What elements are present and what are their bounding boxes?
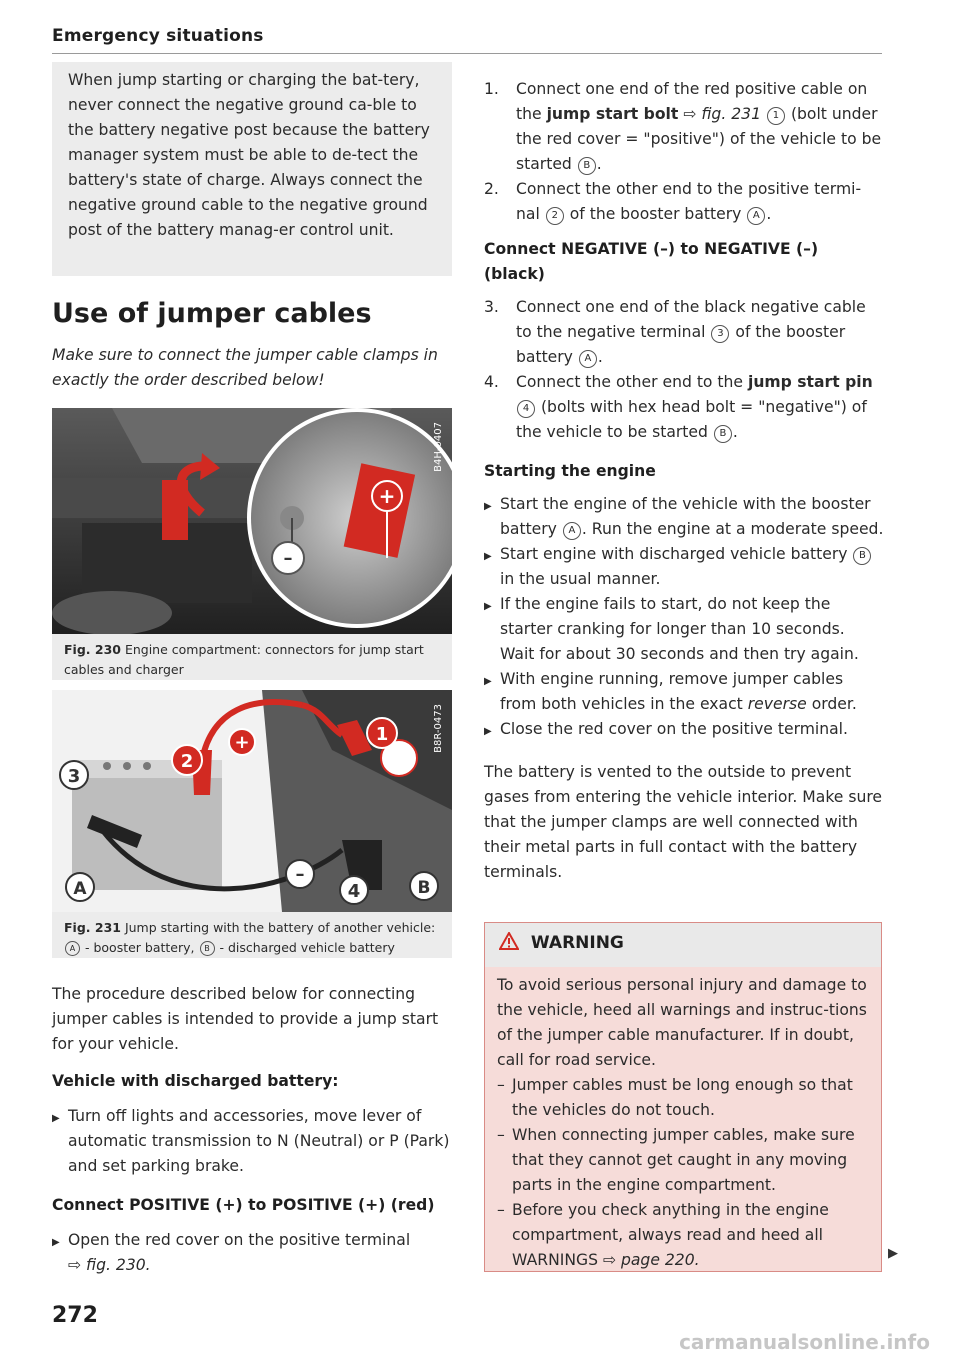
vehicle-heading: Vehicle with discharged battery: bbox=[52, 1072, 339, 1090]
step-text: (bolts with hex head bolt = "negative") of the vehicle to be started bbox=[516, 398, 867, 441]
bullet-icon: ▶ bbox=[484, 726, 492, 737]
list-item bbox=[484, 717, 884, 744]
circled-number: 4 bbox=[517, 400, 535, 418]
bullet-icon: ▶ bbox=[484, 501, 492, 512]
vented-paragraph: The battery is vented to the outside to prevent gases from entering the vehicle interior. Make sure that the jumper clamps are well connected with their metal parts in full contact with the battery terminals. bbox=[484, 763, 883, 881]
positive-sign: + bbox=[378, 484, 396, 508]
bullet-text: in the usual manner. bbox=[500, 570, 661, 588]
circled-letter: A bbox=[579, 350, 597, 368]
step-text: . bbox=[732, 423, 738, 441]
step-text: . bbox=[766, 205, 772, 223]
figure-reference-link[interactable]: ⇨ fig. 231 bbox=[683, 105, 761, 123]
positive-callout-label: + bbox=[234, 732, 250, 753]
step-bold-text: jump start pin bbox=[747, 373, 873, 391]
warning-header bbox=[485, 923, 881, 967]
step-text: of the booster battery bbox=[569, 205, 742, 223]
warning-triangle-icon bbox=[499, 932, 519, 950]
section-title: Use of jumper cables bbox=[52, 298, 372, 329]
circled-number: 2 bbox=[546, 207, 564, 225]
circled-number: 1 bbox=[767, 107, 785, 125]
section-header: Emergency situations bbox=[52, 26, 264, 46]
step-text: Connect one end of the black negative cable to the negative terminal bbox=[516, 298, 866, 341]
bullet-icon: ▶ bbox=[484, 676, 492, 687]
warning-item-text: When connecting jumper cables, make sure that they cannot get caught in any moving parts in the engine compartment. bbox=[512, 1126, 855, 1194]
list-item bbox=[52, 1228, 452, 1278]
callout-3-label: 3 bbox=[67, 766, 81, 787]
circled-letter: B bbox=[853, 547, 871, 565]
caption-text: - booster battery, bbox=[84, 940, 195, 955]
list-item bbox=[484, 492, 884, 542]
step-3 bbox=[484, 295, 884, 370]
step-number: 4. bbox=[484, 373, 499, 391]
circled-letter: A bbox=[563, 522, 581, 540]
header-divider bbox=[52, 53, 882, 54]
continue-arrow-icon: ▶ bbox=[888, 1246, 898, 1261]
bullet-text: With engine running, remove jumper cables from both vehicles in the exact bbox=[500, 670, 844, 713]
warning-item-text: Before you check anything in the engine compartment, always read and heed all WARNINGS bbox=[512, 1201, 829, 1269]
warning-body bbox=[485, 967, 881, 1271]
warning-item: – Before you check anything in the engine compartment, always read and heed all WARNINGS ⇨ page 220. bbox=[497, 1201, 829, 1269]
bullet-text: Close the red cover on the positive terminal. bbox=[500, 720, 848, 738]
circled-letter: A bbox=[747, 207, 765, 225]
bullet-text: Start the engine of the vehicle with the booster battery bbox=[500, 495, 871, 538]
list-item bbox=[52, 1104, 452, 1179]
section-intro: Make sure to connect the jumper cable clamps in exactly the order described below! bbox=[52, 346, 438, 389]
bullet-icon: ▶ bbox=[484, 601, 492, 612]
step-text: Connect one end of the red positive cable on the bbox=[516, 80, 868, 123]
warning-item: – When connecting jumper cables, make sure that they cannot get caught in any moving parts in the engine compartment. bbox=[497, 1123, 869, 1198]
circled-letter: B bbox=[714, 425, 732, 443]
warning-intro: To avoid serious personal injury and damage to the vehicle, heed all warnings and instruc-tions of the jumper cable manufacturer. If in doubt, call for road service. bbox=[497, 976, 867, 1069]
left-column-text bbox=[52, 982, 452, 1278]
bullet-icon: ▶ bbox=[52, 1113, 60, 1124]
bullet-text: Start engine with discharged vehicle battery bbox=[500, 545, 848, 563]
starting-heading: Starting the engine bbox=[484, 462, 656, 480]
figure-231 bbox=[52, 690, 452, 912]
callout-4-label: 4 bbox=[347, 881, 361, 902]
caption-text: - discharged vehicle battery bbox=[219, 940, 395, 955]
callout-2-label: 2 bbox=[180, 751, 194, 772]
bullet-text: . Run the engine at a moderate speed. bbox=[581, 520, 884, 538]
step-bold-text: jump start bolt bbox=[546, 105, 679, 123]
bullet-text: Open the red cover on the positive terminal bbox=[68, 1231, 411, 1249]
step-number: 2. bbox=[484, 180, 499, 198]
step-text: (bolt under the red cover = "positive") of the vehicle to be started bbox=[516, 105, 882, 173]
step-text: . bbox=[596, 155, 602, 173]
bullet-text: Turn off lights and accessories, move lever of automatic transmission to N (Neutral) or P (Park) and set parking brake. bbox=[68, 1107, 450, 1175]
figure-230-caption bbox=[52, 634, 452, 680]
circled-b: B bbox=[200, 941, 215, 956]
step-4 bbox=[484, 370, 884, 445]
positive-heading: Connect POSITIVE (+) to POSITIVE (+) (red) bbox=[52, 1196, 435, 1214]
circled-a: A bbox=[65, 941, 80, 956]
page-number: 272 bbox=[52, 1303, 98, 1328]
caption-text: Engine compartment: connectors for jump start cables and charger bbox=[64, 642, 424, 677]
right-column-text bbox=[484, 77, 884, 885]
list-item bbox=[484, 667, 884, 717]
warning-title: WARNING bbox=[530, 933, 624, 953]
figure-230 bbox=[52, 408, 452, 634]
step-number: 1. bbox=[484, 80, 499, 98]
caption-label: Fig. 231 bbox=[64, 920, 121, 935]
callout-b-label: B bbox=[417, 878, 431, 898]
step-text: Connect the other end to the bbox=[516, 373, 744, 391]
jump-start-illustration bbox=[52, 690, 452, 912]
circled-letter: B bbox=[578, 157, 596, 175]
circled-number: 3 bbox=[711, 325, 729, 343]
step-text: . bbox=[597, 348, 603, 366]
caption-text: Jump starting with the battery of another vehicle: bbox=[124, 920, 436, 935]
step-text: of the booster battery bbox=[516, 323, 846, 366]
figure-code: B4H-0407 bbox=[433, 422, 444, 472]
negative-heading: Connect NEGATIVE (–) to NEGATIVE (–) (black) bbox=[484, 240, 819, 283]
step-text: Connect the other end to the positive termi-nal bbox=[516, 180, 862, 223]
callout-a-label: A bbox=[73, 879, 87, 899]
page-reference-link[interactable]: ⇨ page 220. bbox=[602, 1251, 700, 1269]
bullet-icon: ▶ bbox=[52, 1237, 60, 1248]
warning-item-text: Jumper cables must be long enough so that the vehicles do not touch. bbox=[512, 1076, 853, 1119]
callout-1-label: 1 bbox=[375, 724, 389, 745]
engine-compartment-illustration bbox=[52, 408, 452, 634]
step-1 bbox=[484, 77, 884, 177]
warning-box bbox=[484, 922, 882, 1272]
warning-item: – Jumper cables must be long enough so that the vehicles do not touch. bbox=[497, 1073, 869, 1123]
bullet-text: order. bbox=[811, 695, 857, 713]
bullet-italic-text: reverse bbox=[747, 695, 807, 713]
list-item bbox=[484, 542, 884, 592]
note-box bbox=[52, 62, 452, 276]
caption-label: Fig. 230 bbox=[64, 642, 121, 657]
procedure-paragraph: The procedure described below for connecting jumper cables is intended to provide a jump start for your vehicle. bbox=[52, 985, 439, 1053]
figure-reference-link[interactable]: ⇨ fig. 230. bbox=[68, 1256, 151, 1274]
list-item bbox=[484, 592, 884, 667]
negative-callout-label: – bbox=[295, 864, 305, 885]
note-text: When jump starting or charging the bat-tery, never connect the negative ground ca-ble to the battery negative post because the battery manager system must be able to de-tect the battery's state of charge. Always connect the negative ground cable to the negative ground post of the battery manag-er control unit. bbox=[68, 71, 430, 239]
bullet-icon: ▶ bbox=[484, 551, 492, 562]
bullet-text: If the engine fails to start, do not keep the starter cranking for longer than 10 seconds. Wait for about 30 seconds and then try again. bbox=[500, 595, 859, 663]
figure-231-caption bbox=[52, 912, 452, 958]
step-2 bbox=[484, 177, 884, 227]
figure-code: B8R-0473 bbox=[433, 704, 444, 753]
negative-sign: – bbox=[283, 548, 293, 569]
step-number: 3. bbox=[484, 298, 499, 316]
watermark: carmanualsonline.info bbox=[679, 1330, 930, 1354]
